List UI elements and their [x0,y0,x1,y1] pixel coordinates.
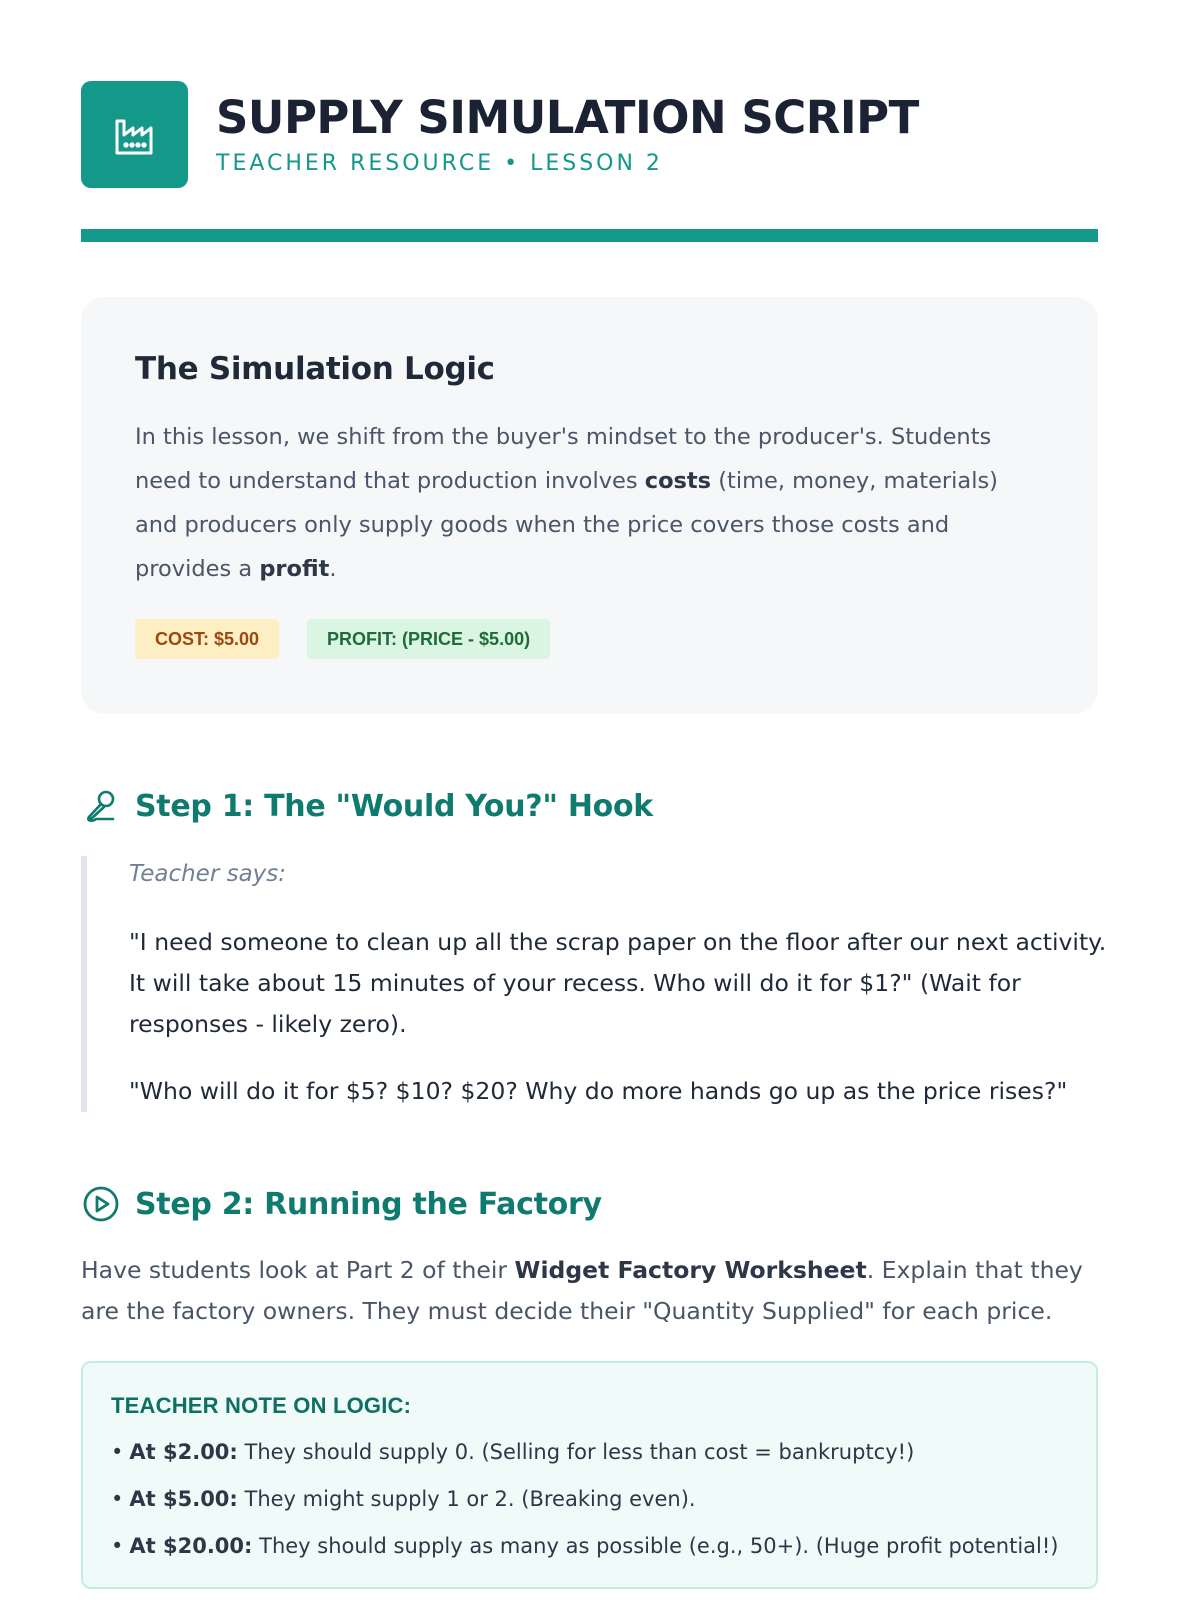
intro-text-part: Have students look at Part 2 of their [81,1256,515,1284]
teacher-note-list [111,1439,1068,1560]
quote-paragraph: "Who will do it for $5? $10? $20? Why do more hands go up as the price rises?" [129,1077,1068,1105]
price-label: At $2.00: [129,1440,238,1464]
logic-title: The Simulation Logic [135,351,495,387]
factory-icon [111,111,159,159]
logic-profit-term: profit [259,556,330,582]
price-note: They should supply 0. (Selling for less than cost = bankruptcy!) [237,1440,915,1464]
teacher-note-title: TEACHER NOTE ON LOGIC: [111,1393,412,1418]
step-1-title: Step 1: The "Would You?" Hook [135,788,653,824]
list-item [111,1533,1068,1560]
teacher-quote [81,856,1121,1112]
simulation-logic-card [81,297,1098,714]
price-label: At $20.00: [129,1534,253,1558]
step-2-title: Step 2: Running the Factory [135,1186,602,1222]
logic-text [135,415,1046,591]
intro-text-part: . Explain that they are the factory owners. They must decide their "Quantity Supplied" for each price. [81,1256,1083,1325]
teacher-note [81,1361,1098,1589]
logo [81,81,188,188]
worksheet-name: Widget Factory Worksheet [514,1256,867,1284]
logic-costs-term: costs [644,468,712,494]
logic-text-part: In this lesson, we shift from the buyer's mindset to the producer's. Students need to understand that production involves [135,424,992,494]
list-item [111,1486,1068,1513]
step-2-intro [81,1250,1121,1332]
page-title: SUPPLY SIMULATION SCRIPT [216,91,919,144]
cost-badge: COST: $5.00 [135,619,279,659]
page-subtitle: TEACHER RESOURCE • LESSON 2 [216,151,663,176]
header-divider [81,229,1098,242]
badge-row [135,619,1046,659]
price-label: At $5.00: [129,1487,238,1511]
logic-text-part: (time, money, materials) and producers only supply goods when the price covers those costs and provides a [135,468,998,582]
step-1-heading [81,786,653,826]
header [81,81,1098,189]
price-note: They should supply as many as possible (e.g., 50+). (Huge profit potential!) [252,1534,1059,1558]
teacher-says-label: Teacher says: [129,861,287,887]
price-note: They might supply 1 or 2. (Breaking even). [237,1487,696,1511]
logic-text-part: . [329,556,337,582]
profit-badge: PROFIT: (PRICE - $5.00) [307,619,550,659]
quote-paragraph: "I need someone to clean up all the scrap paper on the floor after our next activity. It will take about 15 minutes of your recess. Who will do it for $1?" (Wait for responses - likely zero). [129,928,1107,1038]
list-item [111,1439,1068,1466]
play-circle-icon [81,1184,121,1224]
microphone-icon [81,786,121,826]
step-2-heading [81,1184,602,1224]
